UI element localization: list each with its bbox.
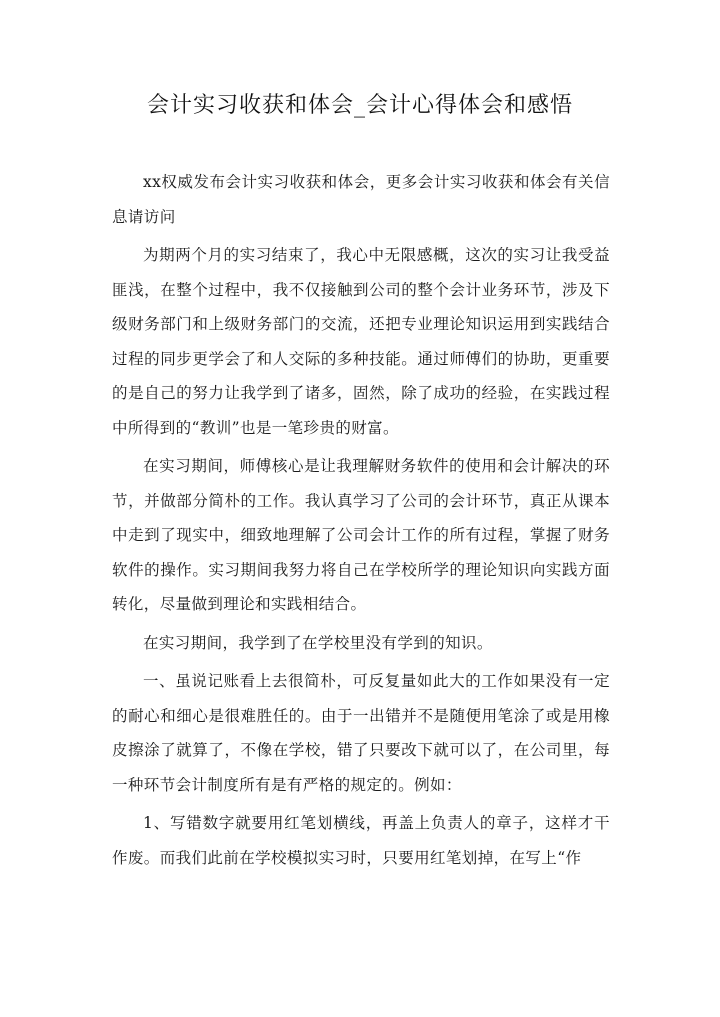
paragraph-intro: xx权威发布会计实习收获和体会，更多会计实习收获和体会有关信息请访问 — [112, 173, 610, 226]
paragraph-point-one-item-1: 1、写错数字就要用红笔划横线，再盖上负责人的章子，这样才干作废。而我们此前在学校模拟实习时，只要用红笔划掉，在写上“作 — [112, 814, 610, 867]
paragraph-internship-summary: 为期两个月的实习结束了，我心中无限感概，这次的实习让我受益匪浅，在整个过程中，我不仅接触到公司的整个会计业务环节，涉及下级财务部门和上级财务部门的交流，还把专业理论知识运用到实践结合过程的同步更学会了和人交际的多种技能。通过师傅们的协助，更重要的是自己的努力让我学到了诸多，固然，除了成功的经验，在实践过程中所得到的“教训”也是一笔珍贵的财富。 — [112, 246, 610, 437]
document-body — [112, 165, 610, 879]
paragraph-point-one: 一、虽说记账看上去很简朴，可反复量如此大的工作如果没有一定的耐心和细心是很难胜任的。由于一出错并不是随便用笔涂了或是用橡皮擦涂了就算了，不像在学校，错了只要改下就可以了，在公司里，每一种环节会计制度所有是有严格的规定的。例如： — [112, 672, 610, 794]
paragraph-internship-tasks: 在实习期间，师傅核心是让我理解财务软件的使用和会计解决的环节，并做部分简朴的工作。我认真学习了公司的会计环节，真正从课本中走到了现实中，细致地理解了公司会计工作的所有过程，掌握了财务软件的操作。实习期间我努力将自己在学校所学的理论知识向实践方面转化，尽量做到理论和实践相结合。 — [112, 457, 610, 613]
page-title: 会计实习收获和体会_会计心得体会和感悟 — [146, 93, 573, 118]
paragraph-knowledge-learned: 在实习期间，我学到了在学校里没有学到的知识。 — [143, 633, 493, 652]
